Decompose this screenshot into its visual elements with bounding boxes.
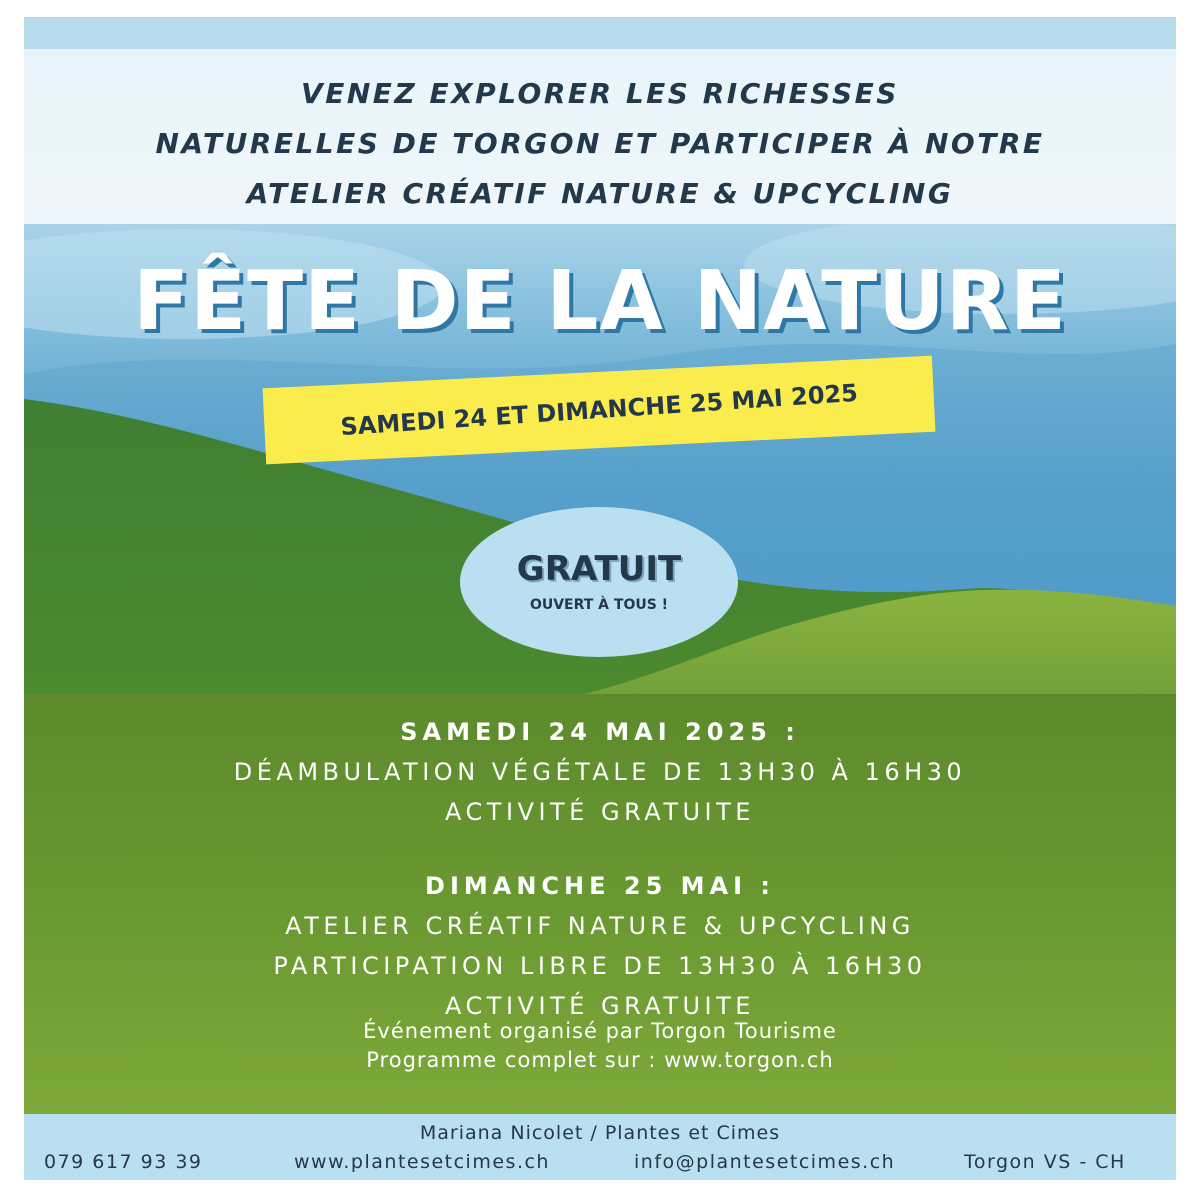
contact-location: Torgon VS - CH — [964, 1151, 1126, 1173]
intro-line-1: VENEZ EXPLORER LES RICHESSES — [301, 77, 899, 110]
organizer-info — [24, 1017, 1176, 1075]
schedule-line: PARTICIPATION LIBRE DE 13H30 À 16H30 — [273, 952, 927, 980]
contact-phone: 079 617 93 39 — [44, 1151, 203, 1173]
free-badge-title: GRATUIT — [516, 549, 682, 589]
organizer-line: Événement organisé par Torgon Tourisme — [363, 1019, 837, 1043]
schedule-day: SAMEDI 24 MAI 2025 : — [400, 718, 800, 746]
schedule-day: DIMANCHE 25 MAI : — [425, 872, 775, 900]
free-badge — [460, 507, 738, 657]
contact-name: Mariana Nicolet / Plantes et Cimes — [419, 1122, 781, 1144]
event-poster — [24, 17, 1176, 1180]
schedule-line: DÉAMBULATION VÉGÉTALE DE 13H30 À 16H30 — [233, 758, 967, 786]
free-badge-subtitle: OUVERT À TOUS ! — [529, 597, 669, 613]
schedule-line: ATELIER CRÉATIF NATURE & UPCYCLING — [285, 912, 915, 940]
date-banner-text: SAMEDI 24 ET DIMANCHE 25 MAI 2025 — [339, 378, 859, 442]
contact-footer — [24, 1114, 1176, 1180]
program-link-line: Programme complet sur : www.torgon.ch — [366, 1048, 834, 1072]
landscape-illustration — [24, 224, 1176, 694]
intro-text — [24, 69, 1176, 219]
schedule-saturday — [24, 712, 1176, 832]
schedule-line: ACTIVITÉ GRATUITE — [445, 992, 755, 1020]
schedule-sunday — [24, 866, 1176, 1026]
contact-email: info@plantesetcimes.ch — [634, 1151, 896, 1173]
schedule-section — [24, 694, 1176, 1114]
intro-line-3: ATELIER CRÉATIF NATURE & UPCYCLING — [246, 177, 954, 210]
intro-header — [24, 17, 1176, 224]
schedule-line: ACTIVITÉ GRATUITE — [445, 798, 755, 826]
contact-website: www.plantesetcimes.ch — [294, 1151, 550, 1173]
intro-line-2: NATURELLES DE TORGON ET PARTICIPER À NOTRE — [155, 127, 1045, 160]
event-title: FÊTE DE LA NATURE — [133, 254, 1067, 349]
